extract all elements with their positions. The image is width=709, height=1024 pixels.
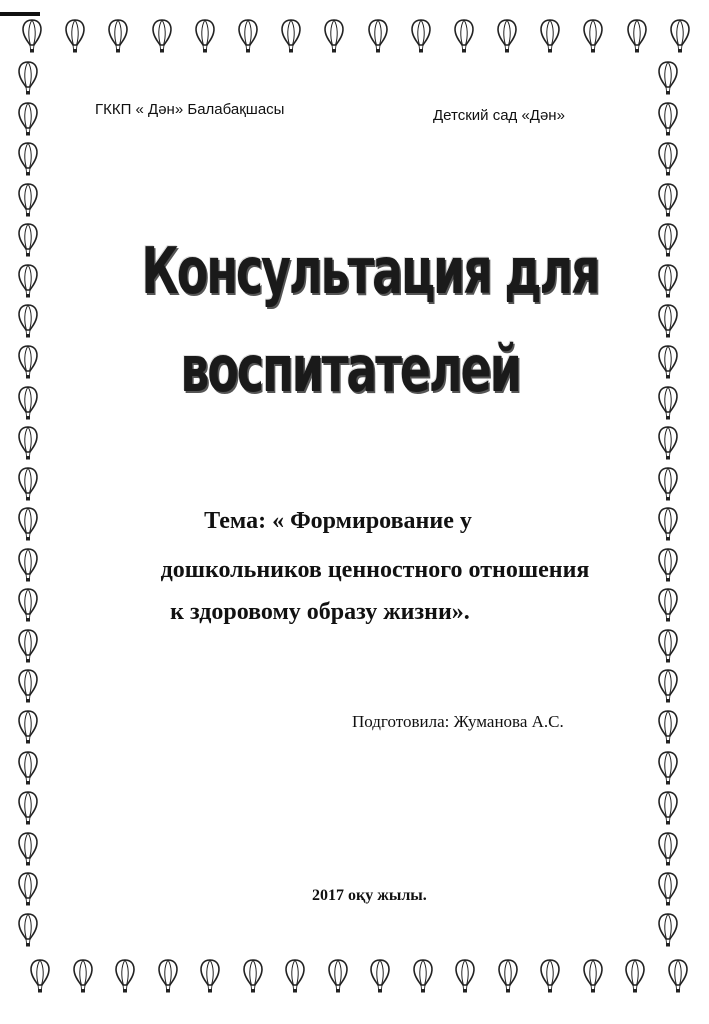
hot-air-balloon-icon	[656, 668, 680, 706]
hot-air-balloon-icon	[16, 222, 40, 260]
hot-air-balloon-icon	[656, 425, 680, 463]
scan-mark	[0, 12, 40, 16]
hot-air-balloon-icon	[623, 958, 647, 996]
hot-air-balloon-icon	[193, 18, 217, 56]
hot-air-balloon-icon	[453, 958, 477, 996]
title-line-2: воспитателей	[180, 333, 520, 407]
hot-air-balloon-icon	[16, 263, 40, 301]
hot-air-balloon-icon	[656, 912, 680, 950]
topic-line-2: дошкольников ценностного отношения	[160, 557, 590, 583]
hot-air-balloon-icon	[16, 790, 40, 828]
hot-air-balloon-icon	[666, 958, 690, 996]
hot-air-balloon-icon	[656, 60, 680, 98]
hot-air-balloon-icon	[656, 628, 680, 666]
topic-line-3: к здоровому образу жизни».	[170, 599, 470, 625]
hot-air-balloon-icon	[283, 958, 307, 996]
hot-air-balloon-icon	[16, 344, 40, 382]
hot-air-balloon-icon	[366, 18, 390, 56]
hot-air-balloon-icon	[656, 871, 680, 909]
header-left-kindergarten-kz: ГККП « Дән» Балабақшасы	[95, 101, 285, 118]
hot-air-balloon-icon	[581, 18, 605, 56]
hot-air-balloon-icon	[16, 385, 40, 423]
hot-air-balloon-icon	[198, 958, 222, 996]
hot-air-balloon-icon	[656, 587, 680, 625]
hot-air-balloon-icon	[656, 709, 680, 747]
hot-air-balloon-icon	[656, 141, 680, 179]
balloon-border-bottom	[28, 958, 690, 1000]
hot-air-balloon-icon	[236, 18, 260, 56]
hot-air-balloon-icon	[625, 18, 649, 56]
hot-air-balloon-icon	[668, 18, 692, 56]
hot-air-balloon-icon	[16, 750, 40, 788]
hot-air-balloon-icon	[16, 506, 40, 544]
hot-air-balloon-icon	[279, 18, 303, 56]
hot-air-balloon-icon	[16, 628, 40, 666]
hot-air-balloon-icon	[16, 101, 40, 139]
hot-air-balloon-icon	[656, 506, 680, 544]
hot-air-balloon-icon	[16, 466, 40, 504]
hot-air-balloon-icon	[113, 958, 137, 996]
hot-air-balloon-icon	[656, 344, 680, 382]
balloon-border-left	[16, 60, 48, 950]
hot-air-balloon-icon	[409, 18, 433, 56]
hot-air-balloon-icon	[106, 18, 130, 56]
hot-air-balloon-icon	[656, 182, 680, 220]
hot-air-balloon-icon	[16, 141, 40, 179]
hot-air-balloon-icon	[368, 958, 392, 996]
hot-air-balloon-icon	[150, 18, 174, 56]
hot-air-balloon-icon	[16, 871, 40, 909]
balloon-border-top	[20, 18, 692, 60]
hot-air-balloon-icon	[16, 587, 40, 625]
hot-air-balloon-icon	[411, 958, 435, 996]
hot-air-balloon-icon	[16, 668, 40, 706]
hot-air-balloon-icon	[538, 18, 562, 56]
hot-air-balloon-icon	[656, 101, 680, 139]
hot-air-balloon-icon	[326, 958, 350, 996]
hot-air-balloon-icon	[156, 958, 180, 996]
hot-air-balloon-icon	[16, 60, 40, 98]
header-right-kindergarten-ru: Детский сад «Дән»	[433, 107, 565, 124]
hot-air-balloon-icon	[20, 18, 44, 56]
hot-air-balloon-icon	[656, 831, 680, 869]
hot-air-balloon-icon	[452, 18, 476, 56]
balloon-border-right	[656, 60, 688, 950]
hot-air-balloon-icon	[16, 912, 40, 950]
hot-air-balloon-icon	[63, 18, 87, 56]
hot-air-balloon-icon	[16, 709, 40, 747]
hot-air-balloon-icon	[16, 182, 40, 220]
hot-air-balloon-icon	[495, 18, 519, 56]
hot-air-balloon-icon	[656, 303, 680, 341]
hot-air-balloon-icon	[656, 222, 680, 260]
hot-air-balloon-icon	[496, 958, 520, 996]
hot-air-balloon-icon	[71, 958, 95, 996]
hot-air-balloon-icon	[16, 831, 40, 869]
prepared-by: Подготовила: Жуманова А.С.	[352, 712, 564, 731]
hot-air-balloon-icon	[656, 385, 680, 423]
hot-air-balloon-icon	[656, 466, 680, 504]
hot-air-balloon-icon	[28, 958, 52, 996]
title-line-1: Консультация для	[141, 235, 599, 309]
hot-air-balloon-icon	[656, 790, 680, 828]
hot-air-balloon-icon	[656, 750, 680, 788]
hot-air-balloon-icon	[16, 547, 40, 585]
hot-air-balloon-icon	[581, 958, 605, 996]
academic-year: 2017 оқу жылы.	[312, 887, 427, 904]
hot-air-balloon-icon	[16, 303, 40, 341]
topic-line-1: Тема: « Формирование у	[204, 508, 472, 534]
hot-air-balloon-icon	[241, 958, 265, 996]
hot-air-balloon-icon	[16, 425, 40, 463]
hot-air-balloon-icon	[322, 18, 346, 56]
hot-air-balloon-icon	[656, 263, 680, 301]
hot-air-balloon-icon	[538, 958, 562, 996]
